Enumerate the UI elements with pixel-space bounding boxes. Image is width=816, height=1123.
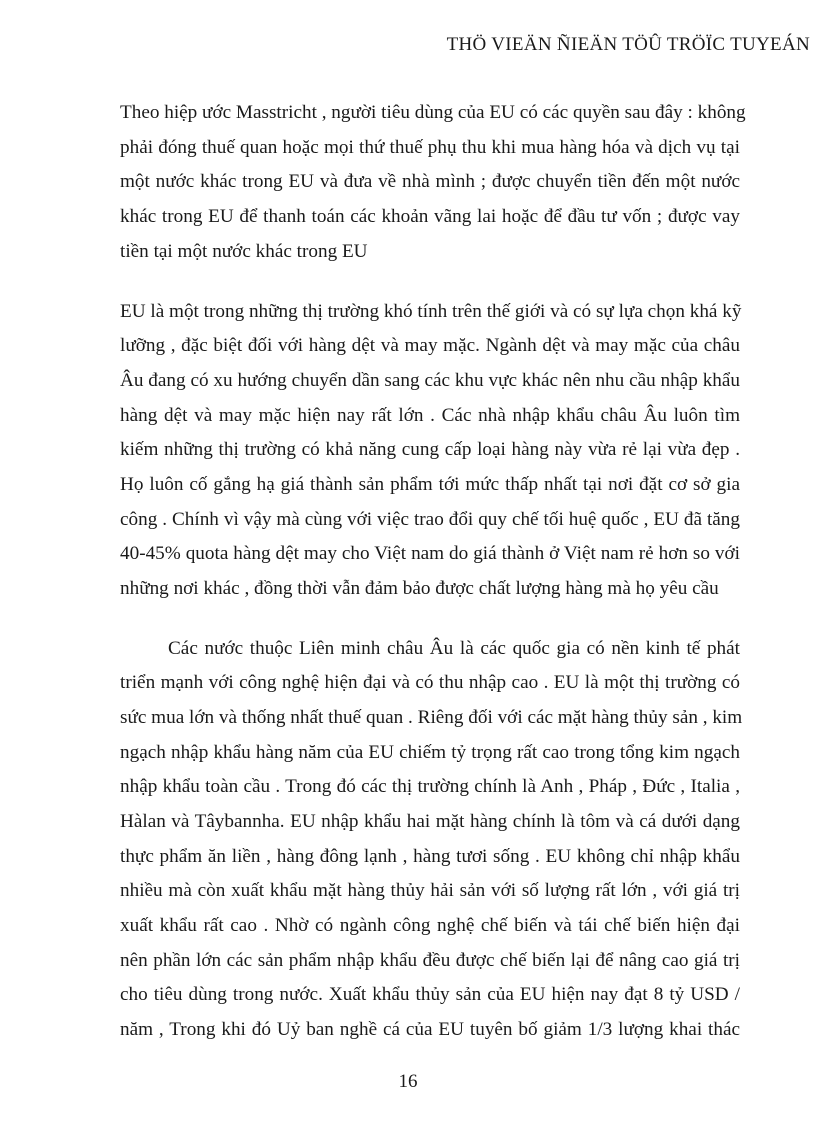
text-line: nhập khẩu toàn cầu . Trong đó các thị trường chính là Anh , Pháp , Đức , Italia , [120, 776, 740, 797]
text-line: EU là một trong những thị trường khó tính trên thế giới và có sự lựa chọn khá kỹ [120, 301, 742, 322]
text-line: hàng dệt và may mặc hiện nay rất lớn . Các nhà nhập khẩu châu Âu luôn tìm [120, 405, 740, 426]
text-line: Hàlan và Tâybannha. EU nhập khẩu hai mặt hàng chính là tôm và cá dưới dạng [120, 811, 740, 832]
text-line: khác trong EU để thanh toán các khoản vãng lai hoặc để đầu tư vốn ; được vay [120, 206, 740, 227]
text-line: Họ luôn cố gắng hạ giá thành sản phẩm tới mức thấp nhất tại nơi đặt cơ sở gia [120, 474, 740, 495]
text-line: năm , Trong khi đó Uỷ ban nghề cá của EU tuyên bố giảm 1/3 lượng khai thác [120, 1019, 740, 1040]
text-line: phải đóng thuế quan hoặc mọi thứ thuế phụ thu khi mua hàng hóa và dịch vụ tại [120, 137, 740, 158]
text-line: lưỡng , đặc biệt đối với hàng dệt và may mặc. Ngành dệt và may mặc của châu [120, 335, 740, 356]
text-line: sức mua lớn và thống nhất thuế quan . Riêng đối với các mặt hàng thủy sản , kim [120, 707, 743, 728]
text-line: Âu đang có xu hướng chuyển dần sang các khu vực khác nên nhu cầu nhập khẩu [120, 370, 740, 391]
text-line: nhiều mà còn xuất khẩu mặt hàng thủy hải sản với số lượng rất lớn , với giá trị [120, 880, 740, 901]
text-line: những nơi khác , đồng thời vẫn đảm bảo được chất lượng hàng mà họ yêu cầu [120, 578, 719, 599]
text-line: Theo hiệp ước Masstricht , người tiêu dùng của EU có các quyền sau đây : không [120, 102, 746, 123]
text-line: Các nước thuộc Liên minh châu Âu là các quốc gia có nền kinh tế phát [168, 638, 740, 659]
text-line: triển mạnh với công nghệ hiện đại và có thu nhập cao . EU là một thị trường có [120, 672, 740, 693]
text-line: một nước khác trong EU và đưa về nhà mình ; được chuyển tiền đến một nước [120, 171, 740, 192]
text-line: nên phần lớn các sản phẩm nhập khẩu đều được chế biến lại để nâng cao giá trị [120, 950, 740, 971]
text-line: cho tiêu dùng trong nước. Xuất khẩu thủy sản của EU hiện nay đạt 8 tỷ USD / [120, 984, 740, 1005]
page-header: THÖ VIEÄN ÑIEÄN TÖÛ TRÖÏC TUYEÁN [446, 34, 810, 55]
text-line: công . Chính vì vậy mà cùng với việc trao đổi quy chế tối huệ quốc , EU đã tăng [120, 509, 740, 530]
text-line: ngạch nhập khẩu hàng năm của EU chiếm tỷ trọng rất cao trong tổng kim ngạch [120, 742, 740, 763]
text-line: 40-45% quota hàng dệt may cho Việt nam do giá thành ở Việt nam rẻ hơn so với [120, 543, 740, 564]
text-line: tiền tại một nước khác trong EU [120, 241, 368, 262]
text-line: thực phẩm ăn liền , hàng đông lạnh , hàng tươi sống . EU không chỉ nhập khẩu [120, 846, 740, 867]
text-line: xuất khẩu rất cao . Nhờ có ngành công nghệ chế biến và tái chế biến hiện đại [120, 915, 740, 936]
text-line: kiếm những thị trường có khả năng cung cấp loại hàng này vừa rẻ lại vừa đẹp . [120, 439, 740, 460]
page-number: 16 [398, 1071, 418, 1092]
